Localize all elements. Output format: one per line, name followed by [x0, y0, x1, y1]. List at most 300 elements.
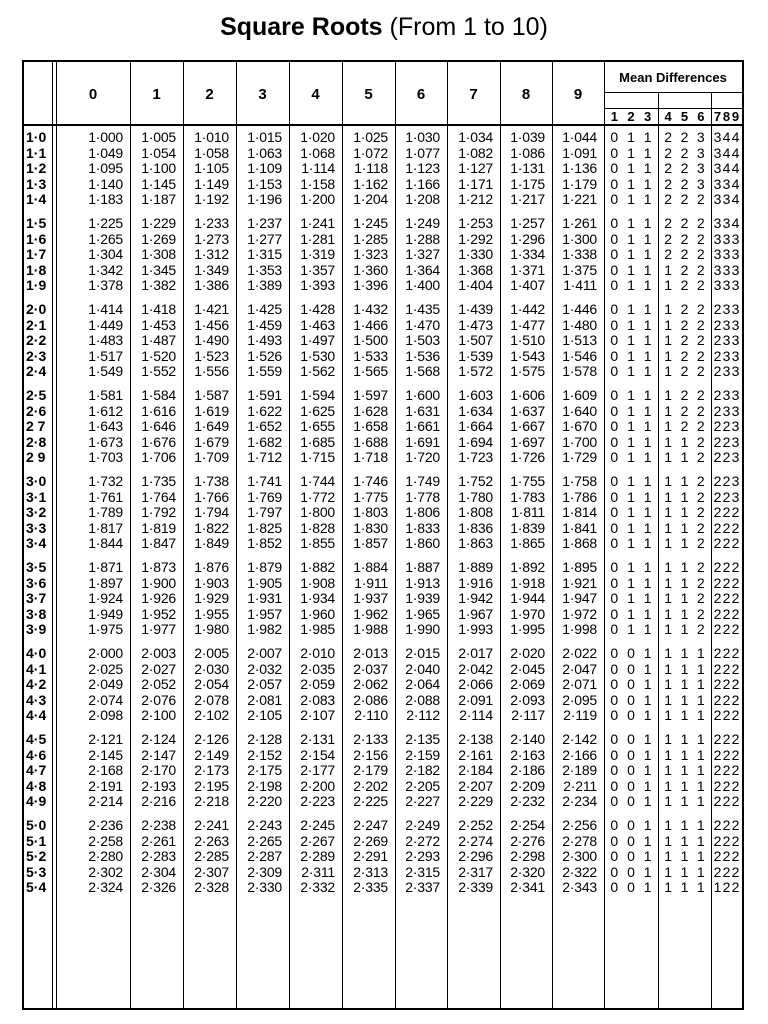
sqrt-value: 2·100	[141, 707, 176, 724]
row-label: 1·4	[26, 191, 47, 208]
mean-diff-value: 2	[680, 418, 689, 435]
mean-diff-header-8: 8	[722, 109, 731, 124]
sqrt-value: 1·691	[405, 433, 440, 450]
sqrt-value: 2·005	[194, 645, 229, 661]
mean-diff-value: 1	[696, 777, 705, 794]
mean-diff-value: 1	[664, 559, 673, 575]
sqrt-value: 2·007	[247, 645, 282, 661]
sqrt-value: 1·543	[510, 347, 545, 364]
sqrt-value: 2·211	[563, 777, 597, 794]
mean-diff-value: 2	[722, 418, 731, 435]
sqrt-value: 1·425	[247, 301, 282, 317]
sqrt-value: 1·712	[247, 449, 282, 466]
mean-diff-value: 0	[627, 645, 635, 661]
mean-diff-value: 1	[664, 332, 673, 349]
sqrt-value: 1·670	[562, 418, 597, 435]
sqrt-value: 1·562	[300, 363, 335, 380]
sqrt-value: 2·247	[353, 817, 388, 833]
mean-diff-value: 0	[610, 559, 619, 575]
mean-diff-value: 2	[722, 707, 731, 724]
sqrt-value: 2·069	[510, 676, 545, 693]
mean-diff-value: 0	[610, 762, 619, 779]
mean-diff-value: 3	[722, 246, 731, 263]
mean-diff-value: 2	[722, 433, 731, 450]
mean-diff-value: 1	[627, 316, 635, 333]
sqrt-value: 2·258	[88, 832, 123, 849]
sqrt-value: 1·407	[510, 277, 545, 294]
mean-diff-value: 3	[731, 332, 740, 349]
mean-diff-value: 2	[722, 574, 731, 591]
sqrt-value: 1·428	[300, 301, 335, 317]
mean-diff-value: 2	[722, 832, 731, 849]
sqrt-value: 1·913	[405, 574, 440, 591]
mean-diff-value: 2	[713, 707, 722, 724]
mean-diff-value: 0	[610, 645, 619, 661]
mean-diff-value: 2	[722, 777, 731, 794]
mean-diff-value: 3	[731, 488, 740, 505]
sqrt-value: 1·990	[405, 621, 440, 638]
mean-diff-value: 2	[696, 473, 705, 489]
mean-diff-value: 1	[627, 488, 635, 505]
sqrt-value: 1·368	[458, 261, 493, 278]
mean-diff-value: 2	[722, 660, 731, 677]
sqrt-value: 1·741	[247, 473, 282, 489]
sqrt-value: 1·972	[562, 605, 597, 622]
mean-diff-value: 0	[610, 519, 619, 536]
sqrt-value: 2·062	[353, 676, 388, 693]
sqrt-value: 1·700	[562, 433, 597, 450]
sqrt-value: 2·223	[300, 793, 335, 810]
sqrt-value: 1·523	[194, 347, 229, 364]
mean-diff-value: 2	[731, 590, 740, 607]
row-label: 4·3	[26, 691, 47, 708]
mean-diff-value: 1	[680, 645, 689, 661]
sqrt-value: 1·140	[88, 175, 123, 192]
sqrt-value: 2·040	[405, 660, 440, 677]
sqrt-value: 2·214	[88, 793, 123, 810]
sqrt-value: 2·227	[405, 793, 440, 810]
sqrt-value: 1·546	[562, 347, 597, 364]
sqrt-value: 1·208	[405, 191, 440, 208]
mean-diff-value: 1	[643, 535, 652, 552]
sqrt-value: 2·166	[562, 746, 597, 763]
sqrt-value: 1·591	[247, 387, 282, 403]
mean-diff-value: 2	[696, 449, 705, 466]
mean-diff-value: 0	[610, 402, 619, 419]
sqrt-value: 1·497	[300, 332, 335, 349]
sqrt-value: 2·119	[563, 707, 597, 724]
mean-diff-value: 1	[627, 402, 635, 419]
mean-diff-value: 2	[722, 762, 731, 779]
mean-diff-value: 1	[664, 535, 673, 552]
mean-diff-value: 0	[610, 332, 619, 349]
mean-diff-value: 0	[610, 144, 619, 161]
sqrt-value: 1·166	[405, 175, 440, 192]
mean-diff-value: 1	[643, 848, 652, 865]
sqrt-value: 1·225	[88, 215, 123, 231]
sqrt-value: 1·459	[247, 316, 282, 333]
mean-diff-value: 0	[610, 301, 619, 317]
mean-diff-value: 2	[680, 261, 689, 278]
mean-diff-value: 2	[722, 535, 731, 552]
sqrt-value: 1·288	[405, 230, 440, 247]
sqrt-value: 1·044	[562, 129, 597, 145]
sqrt-value: 1·887	[405, 559, 440, 575]
mean-diff-value: 2	[713, 777, 722, 794]
mean-diff-value: 1	[680, 707, 689, 724]
sqrt-value: 1·153	[247, 175, 282, 192]
sqrt-value: 2·278	[562, 832, 597, 849]
sqrt-value: 1·123	[405, 160, 440, 177]
mean-diff-value: 3	[731, 246, 740, 263]
sqrt-value: 1·030	[405, 129, 440, 145]
sqrt-value: 1·980	[194, 621, 229, 638]
mean-diff-value: 0	[610, 488, 619, 505]
row-label: 1·7	[26, 246, 47, 263]
sqrt-value: 2·245	[300, 817, 335, 833]
sqrt-value: 2·175	[247, 762, 282, 779]
sqrt-value: 1·490	[194, 332, 229, 349]
sqrt-value: 1·844	[88, 535, 123, 552]
sqrt-value: 1·808	[458, 504, 493, 521]
sqrt-value: 2·252	[458, 817, 493, 833]
sqrt-value: 1·949	[88, 605, 123, 622]
sqrt-value: 2·047	[562, 660, 597, 677]
mean-diff-value: 2	[680, 246, 689, 263]
mean-diff-value: 2	[722, 488, 731, 505]
row-label: 3·8	[26, 605, 47, 622]
row-label: 4·9	[26, 793, 47, 810]
sqrt-value: 1·882	[300, 559, 335, 575]
sqrt-value: 2·054	[194, 676, 229, 693]
sqrt-value: 1·723	[458, 449, 493, 466]
row-label: 3·2	[26, 504, 47, 521]
mean-diff-value: 2	[696, 504, 705, 521]
mean-diff-value: 1	[627, 246, 635, 263]
mean-diff-value: 0	[610, 879, 619, 896]
mean-diff-value: 0	[627, 817, 635, 833]
mean-diff-value: 2	[696, 191, 705, 208]
mean-diff-value: 3	[731, 449, 740, 466]
sqrt-value: 2·296	[458, 848, 493, 865]
mean-diff-value: 3	[722, 301, 731, 317]
mean-diff-value: 3	[731, 418, 740, 435]
sqrt-value: 1·483	[88, 332, 123, 349]
mean-diff-value: 2	[680, 387, 689, 403]
sqrt-value: 1·682	[247, 433, 282, 450]
mean-diff-value: 1	[643, 230, 652, 247]
mean-diff-value: 2	[696, 433, 705, 450]
sqrt-value: 2·071	[562, 676, 597, 693]
sqrt-value: 2·207	[458, 777, 493, 794]
sqrt-value: 1·389	[247, 277, 282, 294]
sqrt-value: 1·825	[247, 519, 282, 536]
sqrt-value: 1·136	[562, 160, 597, 177]
sqrt-value: 1·685	[300, 433, 335, 450]
mean-diff-value: 2	[696, 246, 705, 263]
mean-diff-value: 1	[664, 347, 673, 364]
mean-diff-value: 3	[722, 230, 731, 247]
mean-diff-value: 3	[713, 129, 722, 145]
mean-diff-value: 1	[643, 777, 652, 794]
mean-diff-value: 0	[610, 175, 619, 192]
sqrt-value: 1·911	[354, 574, 388, 591]
sqrt-value: 1·871	[88, 559, 123, 575]
row-label: 4·2	[26, 676, 47, 693]
row-label: 1·9	[26, 277, 47, 294]
mean-diff-value: 1	[627, 277, 635, 294]
mean-diff-value: 1	[664, 473, 673, 489]
sqrt-value: 2·315	[405, 863, 440, 880]
sqrt-value: 1·697	[510, 433, 545, 450]
sqrt-value: 1·967	[458, 605, 493, 622]
sqrt-value: 2·269	[353, 832, 388, 849]
mean-diff-value: 2	[680, 277, 689, 294]
sqrt-value: 2·186	[510, 762, 545, 779]
mean-diff-value: 2	[696, 559, 705, 575]
mean-diff-value: 2	[722, 863, 731, 880]
row-label: 5·4	[26, 879, 47, 896]
sqrt-value: 2·093	[510, 691, 545, 708]
mean-diff-value: 1	[680, 746, 689, 763]
sqrt-value: 1·857	[353, 535, 388, 552]
mean-diff-value: 2	[722, 746, 731, 763]
mean-diff-value: 2	[731, 676, 740, 693]
mean-diff-value: 2	[713, 347, 722, 364]
mean-diff-value: 1	[627, 590, 635, 607]
sqrt-value: 2·017	[458, 645, 493, 661]
sqrt-value: 1·477	[510, 316, 545, 333]
mean-diff-value: 0	[610, 215, 619, 231]
column-rule	[52, 62, 53, 1008]
sqrt-value: 2·218	[194, 793, 229, 810]
sqrt-value: 1·732	[88, 473, 123, 489]
sqrt-value: 1·868	[562, 535, 597, 552]
sqrt-value: 1·995	[510, 621, 545, 638]
sqrt-value: 1·063	[247, 144, 282, 161]
mean-diff-value: 1	[664, 777, 673, 794]
sqrt-value: 1·273	[194, 230, 229, 247]
sqrt-value: 2·027	[141, 660, 176, 677]
sqrt-value: 2·076	[141, 691, 176, 708]
sqrt-value: 1·780	[458, 488, 493, 505]
sqrt-value: 1·900	[141, 574, 176, 591]
sqrt-value: 2·232	[510, 793, 545, 810]
mean-diff-value: 2	[713, 660, 722, 677]
mean-diff-value: 0	[610, 418, 619, 435]
mean-diff-value: 2	[731, 645, 740, 661]
mean-diff-value: 1	[627, 129, 635, 145]
sqrt-value: 2·168	[88, 762, 123, 779]
mean-diff-value: 3	[696, 175, 705, 192]
sqrt-value: 1·839	[510, 519, 545, 536]
mean-diff-value: 2	[731, 731, 740, 747]
sqrt-value: 1·970	[510, 605, 545, 622]
mean-diff-value: 1	[627, 418, 635, 435]
sqrt-value: 1·109	[247, 160, 282, 177]
mean-diff-value: 1	[643, 817, 652, 833]
mean-diff-value: 1	[680, 605, 689, 622]
sqrt-value: 2·283	[141, 848, 176, 865]
mean-diff-value: 1	[680, 574, 689, 591]
mean-diff-value: 2	[680, 191, 689, 208]
mean-diff-value: 1	[664, 817, 673, 833]
mean-diff-value: 2	[696, 488, 705, 505]
sqrt-value: 2·015	[405, 645, 440, 661]
sqrt-value: 1·533	[353, 347, 388, 364]
mean-diff-value: 2	[664, 246, 673, 263]
sqrt-value: 1·091	[562, 144, 597, 161]
mean-diff-value: 2	[664, 175, 673, 192]
mean-diff-value: 1	[680, 793, 689, 810]
sqrt-value: 1·382	[141, 277, 176, 294]
sqrt-value: 1·749	[405, 473, 440, 489]
mean-diff-value: 3	[696, 160, 705, 177]
sqrt-value: 2·241	[194, 817, 229, 833]
sqrt-value: 1·720	[405, 449, 440, 466]
mean-diff-value: 1	[664, 676, 673, 693]
sqrt-value: 1·058	[194, 144, 229, 161]
sqrt-value: 1·446	[562, 301, 597, 317]
mean-diff-value: 2	[713, 590, 722, 607]
mean-diff-value: 1	[664, 645, 673, 661]
row-label: 3·0	[26, 473, 47, 489]
sqrt-value: 2·195	[194, 777, 229, 794]
mean-diff-value: 2	[713, 746, 722, 763]
mean-diff-value: 2	[696, 316, 705, 333]
sqrt-value: 1·766	[194, 488, 229, 505]
mean-diff-value: 1	[680, 590, 689, 607]
mean-diff-value: 1	[627, 519, 635, 536]
mean-diff-value: 0	[610, 191, 619, 208]
mean-diff-value: 1	[643, 519, 652, 536]
mean-diff-value: 0	[610, 261, 619, 278]
mean-diff-value: 0	[627, 863, 635, 880]
mean-diff-value: 2	[731, 817, 740, 833]
sqrt-value: 1·192	[194, 191, 229, 208]
sqrt-value: 1·833	[405, 519, 440, 536]
sqrt-value: 2·261	[141, 832, 176, 849]
mean-diff-value: 2	[713, 832, 722, 849]
mean-diff-value: 2	[696, 387, 705, 403]
mean-diff-value: 4	[731, 215, 740, 231]
sqrt-value: 2·285	[194, 848, 229, 865]
mean-diff-value: 1	[680, 660, 689, 677]
mean-diff-value: 1	[680, 449, 689, 466]
sqrt-value: 1·811	[511, 504, 545, 521]
mean-diff-value: 2	[664, 191, 673, 208]
mean-diff-value: 2	[713, 645, 722, 661]
sqrt-value: 1·233	[194, 215, 229, 231]
mean-diff-value: 1	[696, 731, 705, 747]
mean-diff-value: 2	[696, 347, 705, 364]
sqrt-value: 1·510	[510, 332, 545, 349]
mean-diff-value: 1	[643, 863, 652, 880]
sqrt-value: 1·830	[353, 519, 388, 536]
sqrt-value: 1·375	[562, 261, 597, 278]
sqrt-value: 1·600	[405, 387, 440, 403]
sqrt-value: 1·895	[562, 559, 597, 575]
mean-diff-value: 3	[722, 363, 731, 380]
sqrt-value: 1·536	[405, 347, 440, 364]
mean-diff-value: 1	[680, 433, 689, 450]
mean-diff-value: 2	[680, 363, 689, 380]
sqrt-value: 2·173	[194, 762, 229, 779]
sqrt-value: 2·149	[194, 746, 229, 763]
mean-diff-value: 2	[680, 129, 689, 145]
mean-diff-value: 1	[643, 261, 652, 278]
mean-diff-value: 1	[680, 777, 689, 794]
sqrt-value: 2·074	[88, 691, 123, 708]
sqrt-value: 1·300	[562, 230, 597, 247]
row-label: 1·2	[26, 160, 47, 177]
mean-diff-header-1: 1	[610, 109, 618, 124]
mean-diff-value: 1	[643, 645, 652, 661]
mean-diff-value: 2	[696, 277, 705, 294]
sqrt-value: 2·293	[405, 848, 440, 865]
sqrt-value: 1·769	[247, 488, 282, 505]
sqrt-value: 1·556	[194, 363, 229, 380]
mean-diff-value: 1	[680, 863, 689, 880]
row-label: 1·1	[26, 144, 47, 161]
mean-diff-value: 2	[731, 777, 740, 794]
mean-diff-value: 1	[627, 261, 635, 278]
sqrt-value: 1·072	[353, 144, 388, 161]
mean-diff-value: 1	[643, 301, 652, 317]
sqrt-value: 2·307	[194, 863, 229, 880]
mean-diff-value: 1	[680, 848, 689, 865]
sqrt-value: 2·105	[247, 707, 282, 724]
mean-diff-value: 3	[731, 347, 740, 364]
sqrt-value: 1·836	[458, 519, 493, 536]
sqrt-value: 1·658	[353, 418, 388, 435]
sqrt-value: 1·646	[141, 418, 176, 435]
mean-diff-value: 2	[680, 175, 689, 192]
sqrt-value: 1·015	[247, 129, 282, 145]
sqrt-value: 1·480	[562, 316, 597, 333]
row-label: 5·2	[26, 848, 47, 865]
sqrt-value: 2·313	[353, 863, 388, 880]
mean-diff-value: 0	[610, 590, 619, 607]
sqrt-value: 2·272	[405, 832, 440, 849]
sqrt-value: 1·253	[458, 215, 493, 231]
mean-diff-value: 1	[696, 676, 705, 693]
mean-diff-value: 2	[696, 605, 705, 622]
sqrt-value: 1·860	[405, 535, 440, 552]
mean-diff-value: 1	[696, 817, 705, 833]
sqrt-value: 1·229	[141, 215, 176, 231]
mean-diff-value: 3	[713, 246, 722, 263]
mean-diff-value: 2	[722, 793, 731, 810]
mean-diff-value: 0	[610, 347, 619, 364]
mean-diff-value: 0	[610, 473, 619, 489]
mean-differences-title: Mean Differences	[619, 70, 727, 85]
mean-diff-value: 0	[610, 660, 619, 677]
sqrt-value: 2·234	[562, 793, 597, 810]
mean-diff-value: 2	[713, 504, 722, 521]
sqrt-value: 1·149	[194, 175, 229, 192]
row-label: 4·1	[26, 660, 47, 677]
sqrt-value: 1·568	[405, 363, 440, 380]
sqrt-value: 2·287	[247, 848, 282, 865]
mean-diff-value: 1	[680, 473, 689, 489]
mean-diff-value: 2	[722, 590, 731, 607]
mean-diff-value: 2	[722, 645, 731, 661]
sqrt-value: 1·952	[141, 605, 176, 622]
sqrt-value: 1·127	[458, 160, 493, 177]
sqrt-value: 2·091	[458, 691, 493, 708]
sqrt-value: 1·640	[562, 402, 597, 419]
